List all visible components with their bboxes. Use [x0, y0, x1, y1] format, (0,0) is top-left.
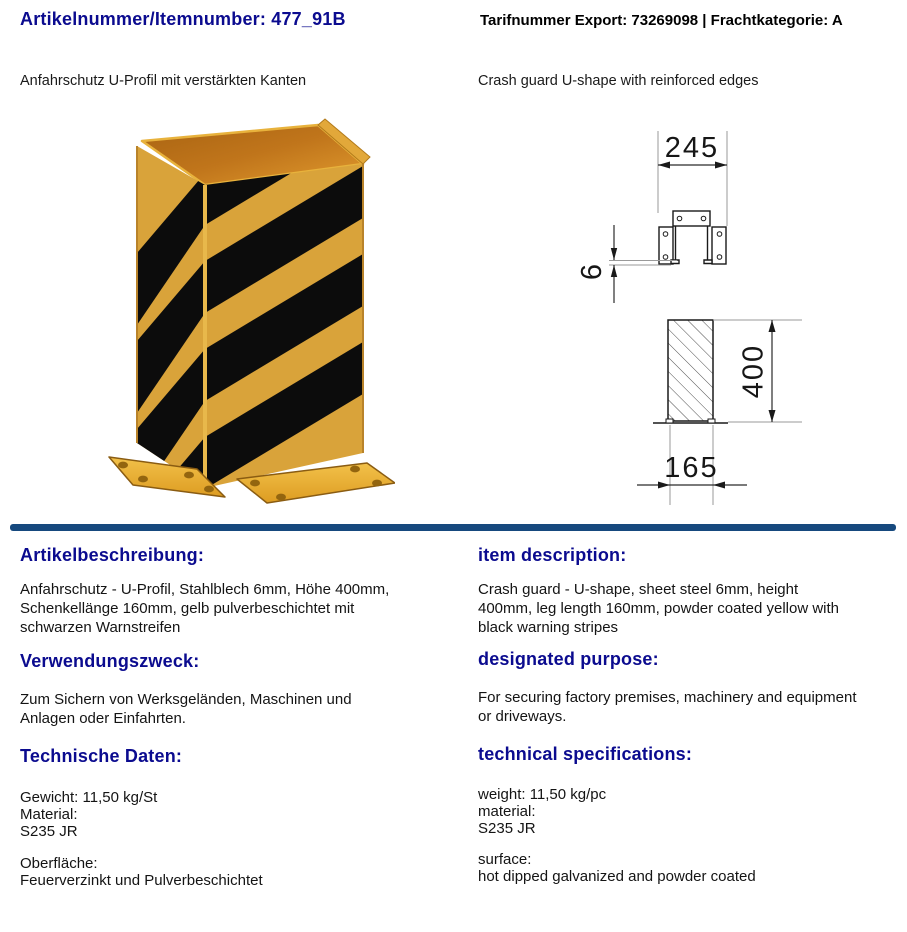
weight-de: Gewicht: 11,50 kg/St — [20, 789, 158, 806]
bolt-hole — [350, 466, 360, 473]
text-line: Anfahrschutz - U-Profil, Stahlblech 6mm, Höhe 400mm, — [20, 581, 390, 598]
surface-value-en: hot dipped galvanized and powder coated — [478, 868, 756, 885]
heading-artikelbeschreibung: Artikelbeschreibung: — [20, 545, 205, 565]
surface-label-en: surface: — [478, 851, 532, 868]
heading-designated-purpose: designated purpose: — [478, 649, 659, 669]
description-de — [20, 580, 470, 637]
bolt-hole — [138, 476, 148, 483]
dimension-label-depth: 165 — [664, 452, 719, 484]
bolt-hole — [276, 494, 286, 501]
dimension-label-height: 400 — [737, 343, 770, 399]
bolt-hole — [118, 462, 128, 469]
text-line: or driveways. — [478, 708, 567, 725]
purpose-de — [20, 690, 470, 728]
text-line: Schenkellänge 160mm, gelb pulverbeschichtet mit — [20, 600, 355, 617]
text-line: 400mm, leg length 160mm, powder coated yellow with — [478, 600, 840, 617]
material-label-en: material: — [478, 803, 536, 820]
heading-verwendungszweck: Verwendungszweck: — [20, 651, 200, 671]
weight-en: weight: 11,50 kg/pc — [478, 786, 607, 803]
bolt-hole — [372, 480, 382, 487]
text-line: black warning stripes — [478, 619, 619, 636]
purpose-en — [478, 688, 898, 726]
heading-technische-daten: Technische Daten: — [20, 746, 183, 766]
material-value-en: S235 JR — [478, 820, 536, 837]
bolt-hole — [204, 486, 214, 493]
subtitle-german: Anfahrschutz U-Profil mit verstärkten Kanten — [20, 73, 307, 89]
product-photo-crash-guard — [105, 113, 395, 515]
section-divider — [10, 524, 896, 531]
heading-technical-specifications: technical specifications: — [478, 744, 693, 764]
drawing-side-view — [637, 320, 802, 505]
dimension-label-thickness: 6 — [576, 261, 608, 281]
text-line: Zum Sichern von Werksgeländen, Maschinen und — [20, 691, 352, 708]
bolt-hole — [250, 480, 260, 487]
page-title: Artikelnummer/Itemnumber: 477_91B — [20, 9, 346, 29]
material-label-de: Material: — [20, 806, 78, 823]
surface-label-de: Oberfläche: — [20, 855, 98, 872]
heading-item-description: item description: — [478, 545, 627, 565]
material-value-de: S235 JR — [20, 823, 78, 840]
technical-drawings — [565, 113, 855, 515]
tariff-export-label: Tarifnummer Export: 73269098 | Frachtkategorie: A — [480, 12, 843, 29]
surface-value-de: Feuerverzinkt und Pulverbeschichtet — [20, 872, 263, 889]
hatched-profile — [668, 320, 713, 421]
text-line: Anlagen oder Einfahrten. — [20, 710, 186, 727]
text-line: For securing factory premises, machinery and equipment — [478, 689, 857, 706]
dimension-label-width: 245 — [664, 132, 720, 164]
subtitle-english: Crash guard U-shape with reinforced edges — [478, 73, 759, 89]
bolt-hole — [184, 472, 194, 479]
drawing-top-view — [576, 131, 727, 303]
description-en — [478, 580, 898, 637]
text-line: schwarzen Warnstreifen — [20, 619, 181, 636]
text-line: Crash guard - U-shape, sheet steel 6mm, height — [478, 581, 799, 598]
